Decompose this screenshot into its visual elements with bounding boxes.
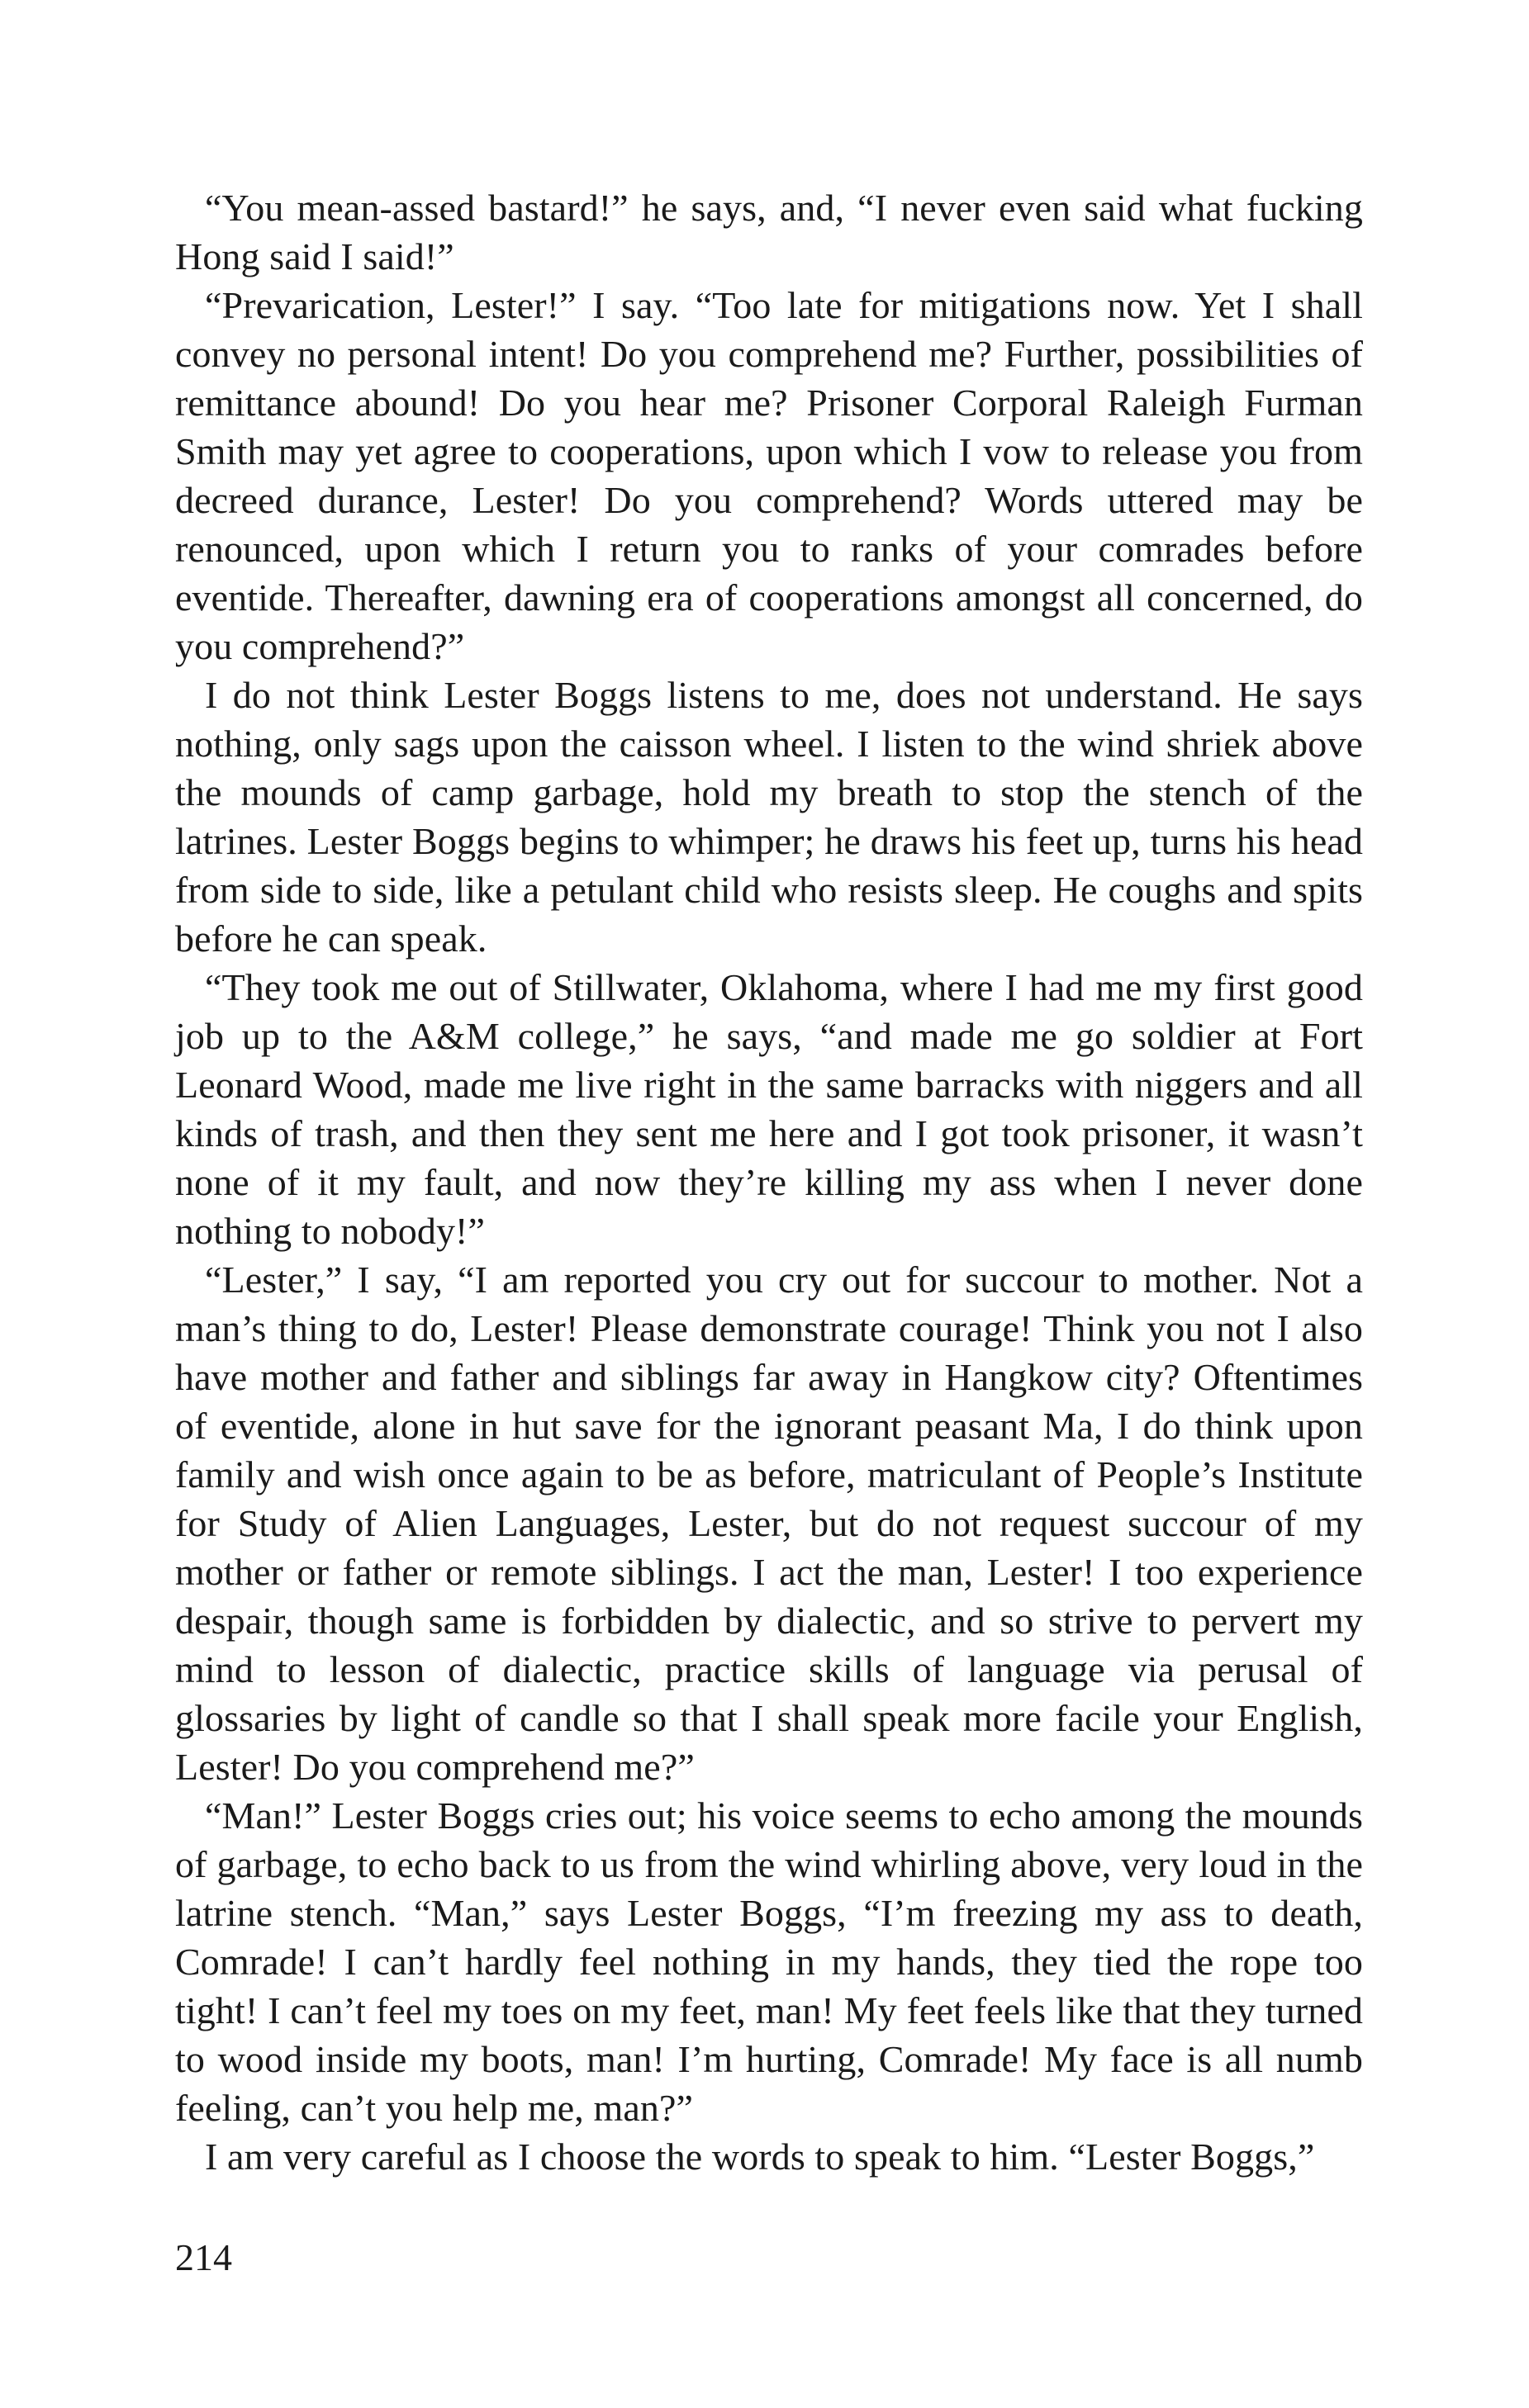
paragraph-3: I do not think Lester Boggs listens to me, does not understand. He says nothing, only sags upon the caisson wheel. I listen to the wind shriek above the mounds of camp garbage, hold my breath to stop the stench of the latrines. Lester Boggs begins to whimper; he draws his feet up, turns his head from side to side, like a petulant child who resists sleep. He coughs and spits before he can speak. (175, 674, 1363, 960)
paragraph-6: “Man!” Lester Boggs cries out; his voice seems to echo among the mounds of garbage, to echo back to us from the wind whirling above, very loud in the latrine stench. “Man,” says Lester Boggs, “I’m freezing my ass to death, Comrade! I can’t hardly feel nothing in my hands, they tied the rope too tight! I can’t feel my toes on my feet, man! My feet feels like that they turned to wood inside my boots, man! I’m hurting, Comrade! My face is all numb feeling, can’t you help me, man?” (175, 1794, 1363, 2129)
paragraph-4: “They took me out of Stillwater, Oklahoma, where I had me my first good job up to the A&M college,” he says, “and made me go soldier at Fort Leonard Wood, made me live right in the same barracks with niggers and all kinds of trash, and then they sent me here and I got took prisoner, it wasn’t none of it my fault, and now they’re killing my ass when I never done nothing to nobody!” (175, 966, 1363, 1252)
page-number: 214 (175, 2236, 232, 2278)
paragraph-2: “Prevarication, Lester!” I say. “Too late for mitigations now. Yet I shall convey no personal intent! Do you comprehend me? Further, possibilities of remittance abound! Do you hear me? Prisoner Corporal Raleigh Furman Smith may yet agree to cooperations, upon which I vow to release you from decreed durance, Lester! Do you comprehend? Words uttered may be renounced, upon which I return you to ranks of your comrades before eventide. Thereafter, dawning era of cooperations amongst all concerned, do you comprehend?” (175, 284, 1363, 667)
book-page (175, 183, 1363, 2181)
paragraph-5: “Lester,” I say, “I am reported you cry out for succour to mother. Not a man’s thing to do, Lester! Please demonstrate courage! Think you not I also have mother and father and siblings far away in Hangkow city? Oftentimes of eventide, alone in hut save for the ignorant peasant Ma, I do think upon family and wish once again to be as before, matriculant of People’s Institute for Study of Alien Languages, Lester, but do not request succour of my mother or father or remote siblings. I act the man, Lester! I too experience despair, though same is forbidden by dialectic, and so strive to pervert my mind to lesson of dialectic, practice skills of language via perusal of glossaries by light of candle so that I shall speak more facile your English, Lester! Do you comprehend me?” (175, 1259, 1363, 1788)
paragraph-7: I am very careful as I choose the words to speak to him. “Lester Boggs,” (205, 2135, 1315, 2178)
paragraph-1: “You mean-assed bastard!” he says, and, “I never even said what fucking Hong said I said!” (175, 187, 1363, 277)
